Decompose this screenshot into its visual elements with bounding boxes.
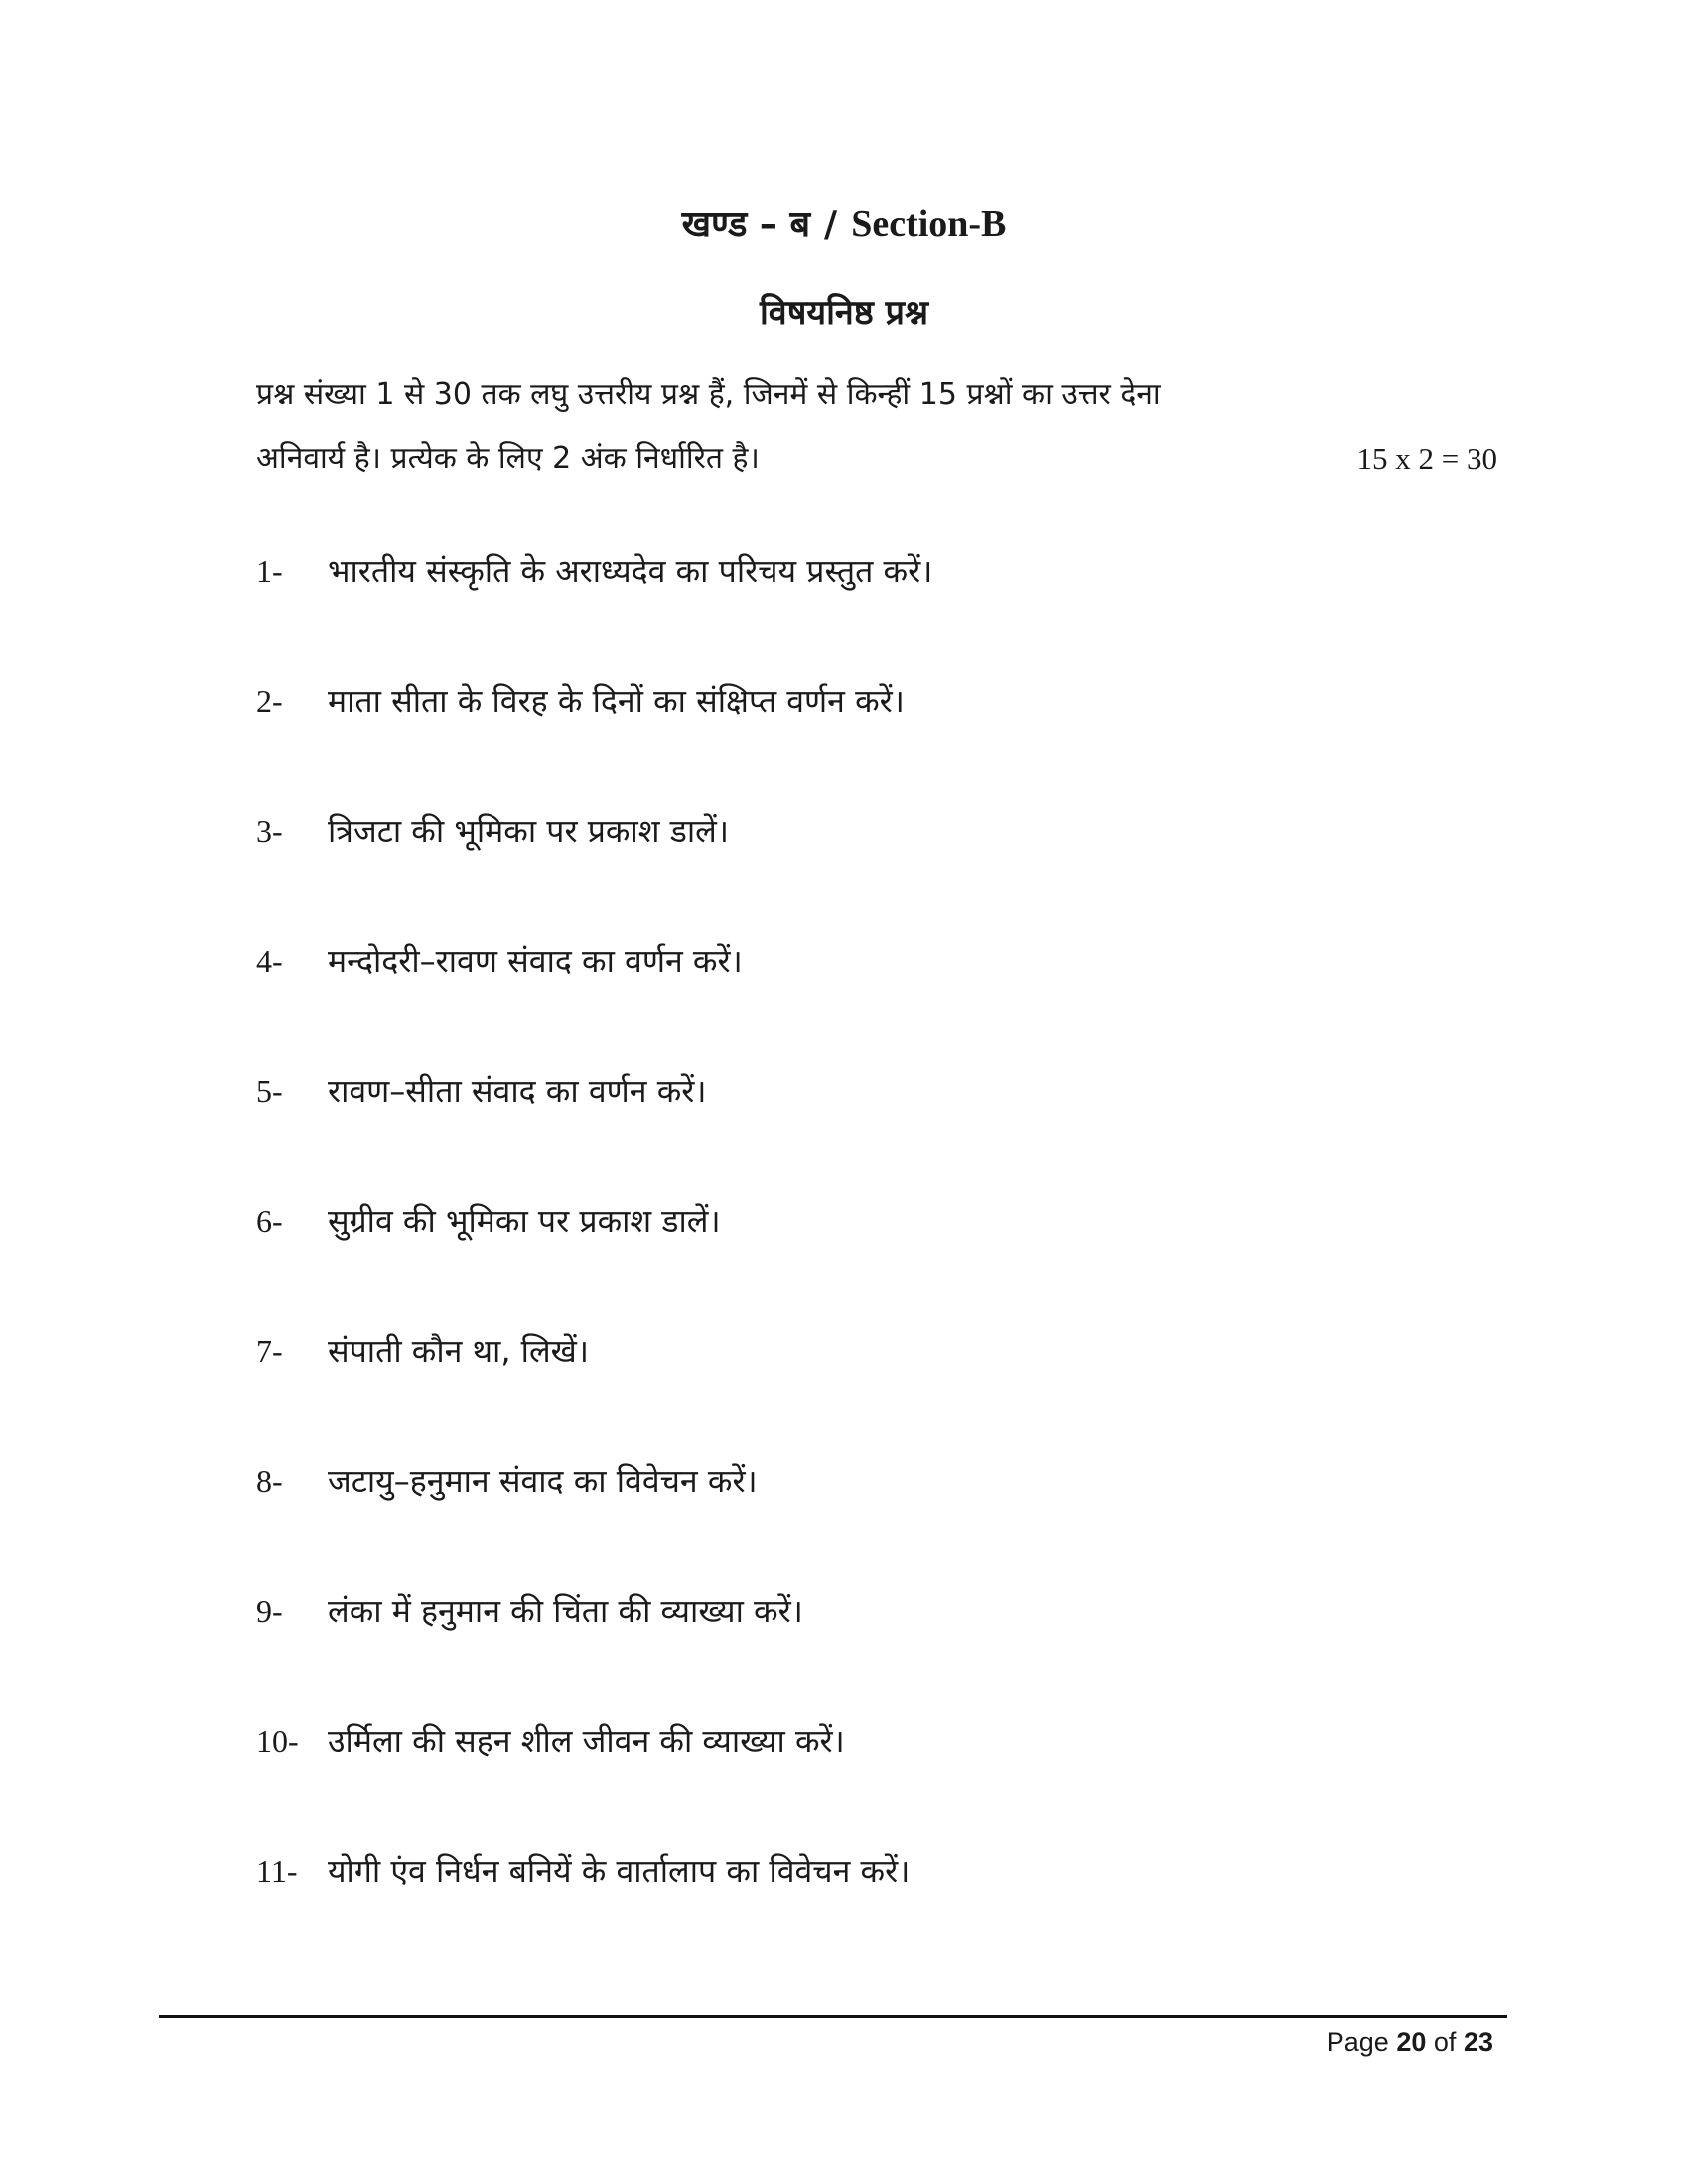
instructions-line-1: प्रश्न संख्या 1 से 30 तक लघु उत्तरीय प्रश्न हैं, जिनमें से किन्हीं 15 प्रश्नों का उत्तर देना — [256, 377, 1161, 412]
question-text: मन्दोदरी–रावण संवाद का वर्णन करें। — [328, 942, 743, 980]
question-text: सुग्रीव की भूमिका पर प्रकाश डालें। — [328, 1202, 721, 1240]
question-text: रावण–सीता संवाद का वर्णन करें। — [328, 1072, 707, 1110]
question-number: 6- — [256, 1203, 283, 1239]
question-number: 9- — [256, 1593, 283, 1629]
question-text: योगी एंव निर्धन बनियें के वार्तालाप का विवेचन करें। — [328, 1852, 911, 1890]
question-text: भारतीय संस्कृति के अराध्यदेव का परिचय प्रस्तुत करें। — [328, 552, 933, 590]
section-heading-hindi: खण्ड – ब — [681, 205, 811, 245]
section-heading-separator: / — [824, 205, 838, 245]
section-heading — [0, 199, 1688, 247]
question-list — [256, 536, 1497, 1967]
question-item — [256, 1706, 1497, 1837]
marks-allocation: 15 x 2 = 30 — [1356, 441, 1497, 476]
question-item — [256, 1576, 1497, 1706]
question-item — [256, 666, 1497, 796]
page-number — [1327, 2027, 1493, 2058]
question-number: 1- — [256, 553, 283, 589]
section-subtitle: विषयनिष्ठ प्रश्न — [759, 293, 928, 333]
page-total: 23 — [1463, 2027, 1493, 2057]
question-text: त्रिजटा की भूमिका पर प्रकाश डालें। — [328, 812, 729, 850]
section-heading-english: Section-B — [851, 204, 1007, 245]
question-text: माता सीता के विरह के दिनों का संक्षिप्त वर्णन करें। — [328, 682, 905, 720]
question-item — [256, 1186, 1497, 1316]
of-label: of — [1433, 2027, 1457, 2057]
question-item — [256, 536, 1497, 666]
question-number: 10- — [256, 1723, 299, 1759]
question-text: जटायु–हनुमान संवाद का विवेचन करें। — [328, 1462, 758, 1500]
page-current: 20 — [1396, 2027, 1427, 2057]
question-number: 5- — [256, 1073, 283, 1109]
question-item — [256, 926, 1497, 1056]
question-text: उर्मिला की सहन शील जीवन की व्याख्या करें। — [328, 1722, 845, 1760]
page-label: Page — [1326, 2027, 1389, 2057]
question-number: 4- — [256, 943, 283, 979]
question-number: 7- — [256, 1333, 283, 1369]
question-number: 8- — [256, 1463, 283, 1499]
instructions-line-2-row — [256, 427, 1497, 490]
question-number: 11- — [256, 1853, 298, 1889]
question-text: संपाती कौन था, लिखें। — [328, 1332, 589, 1370]
question-item — [256, 1446, 1497, 1576]
question-text: लंका में हनुमान की चिंता की व्याख्या करें। — [328, 1592, 803, 1630]
question-item — [256, 1837, 1497, 1967]
question-item — [256, 1316, 1497, 1446]
question-item — [256, 796, 1497, 926]
question-item — [256, 1056, 1497, 1186]
question-number: 2- — [256, 683, 283, 719]
footer-divider — [159, 2015, 1507, 2018]
question-number: 3- — [256, 813, 283, 849]
instructions-block — [256, 363, 1497, 490]
instructions-line-2: अनिवार्य है। प्रत्येक के लिए 2 अंक निर्धारित है। — [256, 441, 760, 476]
